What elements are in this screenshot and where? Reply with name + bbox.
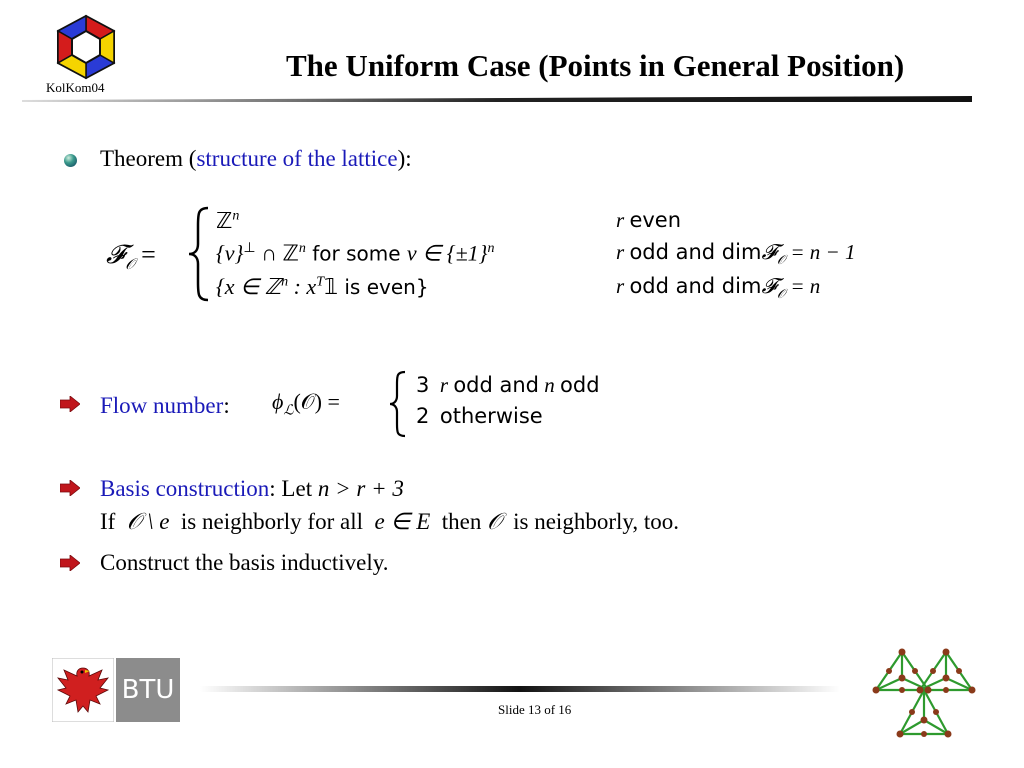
header-rule <box>22 96 972 102</box>
flow-lhs: $\phi_ℒ(𝒪)$ = <box>272 389 340 419</box>
flow-case-2: 2 otherwise <box>416 404 543 428</box>
theorem-link[interactable]: structure of the lattice <box>196 146 398 171</box>
basis-line-2: If 𝒪 \ e is neighborly for all e ∈ E then 𝒪 is neighborly, too. <box>100 509 680 534</box>
conference-label: KolKom04 <box>46 80 105 95</box>
bullet-arrow-icon <box>60 555 80 571</box>
footer-rule <box>200 686 840 692</box>
theorem-suffix: ): <box>397 146 412 171</box>
flow-line: Flow number: <box>100 393 230 418</box>
theorem-case-3-expr: {x ∈ ℤ$^n$ : $x^T𝟙$ is even} <box>216 274 429 299</box>
theorem-lhs: 𝓕$_𝒪$ = <box>106 240 156 274</box>
basis-line: Basis construction: Let n > r + 3 <box>100 476 404 501</box>
theorem-case-1-expr: ℤ$^n$ <box>216 208 240 233</box>
theorem-line <box>100 146 412 172</box>
flow-brace-icon <box>388 370 408 438</box>
theorem-case-3-cond: r odd and dim𝓕$_𝒪$ = n <box>616 274 821 302</box>
conference-logo <box>52 14 120 80</box>
bullet-arrow-icon <box>60 396 80 412</box>
university-badge <box>116 658 180 722</box>
theorem-case-2-cond: r odd and dim𝓕$_𝒪$ = n − 1 <box>616 240 856 268</box>
basis-math: n > r + 3 <box>317 476 404 501</box>
theorem-case-2-expr: {v}⊥ ∩ ℤ$^n$ for some v ∈ $\{\pm 1\}^n$ <box>216 240 495 266</box>
bullet-ball-icon <box>64 154 77 167</box>
basis-link[interactable]: Basis construction <box>100 476 270 501</box>
theorem-prefix: Theorem ( <box>100 146 197 171</box>
theorem-case-1-cond: r even <box>616 208 682 232</box>
eagle-crest-icon <box>52 658 114 722</box>
slide-title: The Uniform Case (Points in General Position) <box>286 48 905 83</box>
flow-link[interactable]: Flow number <box>100 393 224 418</box>
slide-counter: Slide 13 of 16 <box>498 702 572 717</box>
university-label: BTU <box>121 675 175 705</box>
bullet-arrow-icon <box>60 480 80 496</box>
triangle-graph-logo-icon <box>872 648 976 738</box>
theorem-brace-icon <box>186 206 212 302</box>
construct-line: Construct the basis inductively. <box>100 550 389 575</box>
flow-case-1: 3 r odd and n odd <box>416 373 600 397</box>
